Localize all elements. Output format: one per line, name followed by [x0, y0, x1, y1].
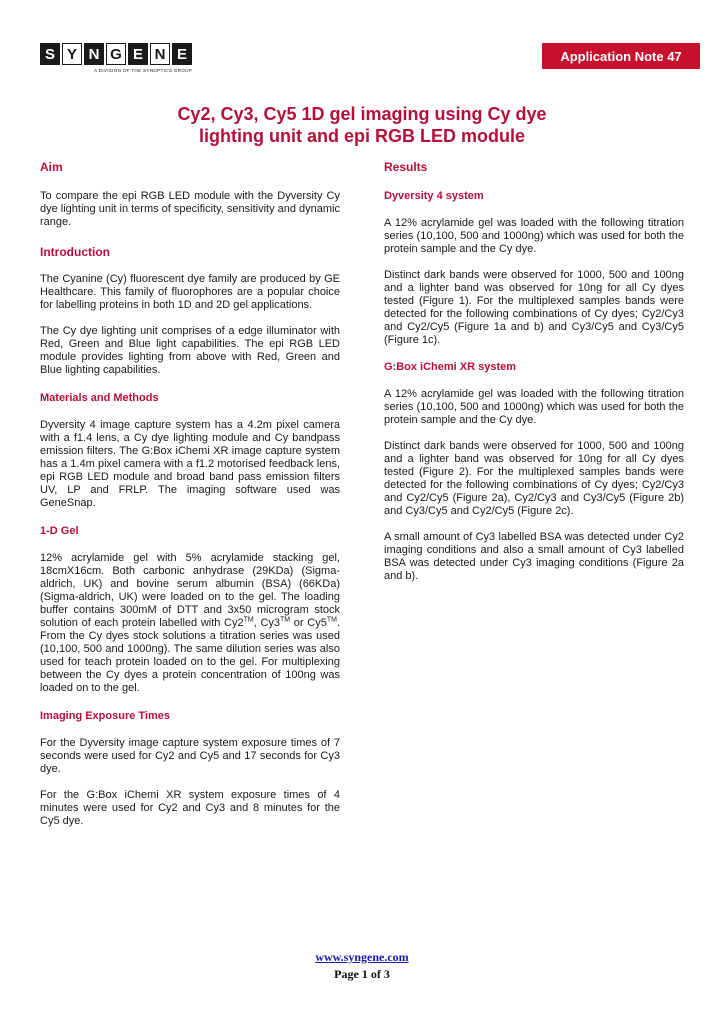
- materials-heading: Materials and Methods: [40, 392, 159, 404]
- introduction-heading: Introduction: [40, 245, 110, 259]
- dyversity-paragraph-2: Distinct dark bands were observed for 1000, 500 and 100ng and a lighter band was observed for 10ng for all Cy dyes tested (Figure 1). For the multiplexed samples bands were detected for the following combinations of Cy dyes; Cy2/Cy3 and Cy2/Cy5 (Figure 1a and b) and Cy3/Cy5 and Cy3/Cy5 (Figure 1c).: [384, 269, 684, 346]
- website-link[interactable]: www.syngene.com: [315, 950, 409, 964]
- gel-text-part-2: . From the Cy dyes stock solutions a titration series was used (10,100, 500 and 1000ng). The same dilution series was also used for teach protein loaded on to the gel. For multiplexing between the Cy dyes a protein concentration of 100ng was loaded on to the gel.: [40, 617, 340, 694]
- page-number: Page 1 of 3: [334, 967, 390, 981]
- logo-letter: E: [172, 43, 192, 65]
- gbox-paragraph-1: A 12% acrylamide gel was loaded with the following titration series (10,100, 500 and 1000ng) which was used for both the protein sample and the Cy dye.: [384, 388, 684, 426]
- left-column: [40, 160, 340, 828]
- dyversity-paragraph-1: A 12% acrylamide gel was loaded with the following titration series (10,100, 500 and 1000ng) which was used for both the protein sample and the Cy dye.: [384, 217, 684, 255]
- gel-text-separator: or Cy5: [290, 617, 327, 629]
- aim-paragraph: To compare the epi RGB LED module with the Dyversity Cy dye lighting unit in terms of specificity, sensitivity and dynamic range.: [40, 190, 340, 228]
- logo-tagline: A DIVISION OF THE SYNOPTICS GROUP: [94, 68, 193, 73]
- gbox-paragraph-3: A small amount of Cy3 labelled BSA was detected under Cy2 imaging conditions and also a small amount of Cy3 labelled BSA was detected under Cy3 imaging conditions (Figure 2a and b).: [384, 531, 684, 582]
- logo-letter-boxes: [40, 43, 192, 65]
- title-line-2: lighting unit and epi RGB LED module: [199, 126, 525, 146]
- exposure-paragraph-2: For the G:Box iChemi XR system exposure times of 4 minutes were used for Cy2 and Cy3 and 8 minutes for the Cy5 dye.: [40, 789, 340, 827]
- trademark-mark: TM: [326, 616, 337, 624]
- gel-text-part-1: 12% acrylamide gel with 5% acrylamide stacking gel, 18cmX16cm. Both carbonic anhydrase (29KDa) (Sigma-aldrich, UK) and bovine serum albumin (BSA) (66KDa) (Sigma-aldrich, UK) were loaded on to the gel. The loading buffer contains 300mM of DTT and 3x50 microgram stock solution of each protein labelled with Cy2: [40, 552, 340, 629]
- materials-paragraph: Dyversity 4 image capture system has a 4.2m pixel camera with a f1.4 lens, a Cy dye lighting module and Cy bandpass emission filters. The G:Box iChemi XR image capture system has a 1.4m pixel camera with a f1.2 motorised feedback lens, epi RGB LED module and broad band pass emission filters UV, LP and FRLP. The imaging software used was GeneSnap.: [40, 419, 340, 509]
- gbox-heading: G:Box iChemi XR system: [384, 361, 517, 373]
- dyversity-heading: Dyversity 4 system: [384, 190, 484, 202]
- aim-heading: Aim: [40, 160, 63, 174]
- gel-paragraph: [40, 552, 340, 695]
- right-column: [384, 160, 684, 583]
- gel-heading: 1-D Gel: [40, 525, 79, 537]
- introduction-paragraph-2: The Cy dye lighting unit comprises of a edge illuminator with Red, Green and Blue light capabilities. The epi RGB LED module provides lighting from above with Red, Green and Blue lighting capabilities.: [40, 325, 340, 376]
- logo-letter: S: [40, 43, 60, 65]
- syngene-logo: [40, 43, 192, 73]
- exposure-paragraph-1: For the Dyversity image capture system exposure times of 7 seconds were used for Cy2 and Cy5 and 17 seconds for Cy3 dye.: [40, 737, 340, 775]
- document-title: [0, 103, 724, 147]
- logo-letter: G: [106, 43, 126, 65]
- logo-letter: N: [150, 43, 170, 65]
- gel-text-separator: , Cy3: [253, 617, 281, 629]
- exposure-heading: Imaging Exposure Times: [40, 710, 171, 722]
- logo-letter: N: [84, 43, 104, 65]
- trademark-mark: TM: [243, 616, 254, 624]
- application-note-badge: Application Note 47: [542, 43, 700, 69]
- introduction-paragraph-1: The Cyanine (Cy) fluorescent dye family are produced by GE Healthcare. This family of fluorophores are a popular choice for labelling proteins in both 1D and 2D gel applications.: [40, 273, 340, 311]
- trademark-mark: TM: [280, 616, 291, 624]
- logo-letter: Y: [62, 43, 82, 65]
- title-line-1: Cy2, Cy3, Cy5 1D gel imaging using Cy dye: [177, 104, 547, 124]
- logo-letter: E: [128, 43, 148, 65]
- results-heading: Results: [384, 160, 428, 174]
- gbox-paragraph-2: Distinct dark bands were observed for 1000, 500 and 100ng and a lighter band was observed for 10ng for all Cy dyes tested (Figure 2). For the multiplexed samples bands were detected for the following combinations of Cy dyes; Cy2/Cy3 and Cy2/Cy5 (Figure 2a), Cy2/Cy3 and Cy3/Cy5 (Figure 2b) and Cy3/Cy5 and Cy2/Cy5 (Figure 2c).: [384, 440, 684, 517]
